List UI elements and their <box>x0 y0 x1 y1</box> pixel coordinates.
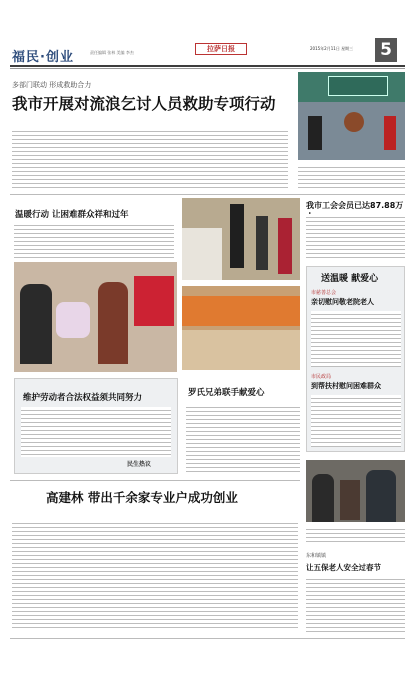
care-item2-label: 市民政局 <box>311 374 332 380</box>
page-number: 5 <box>375 38 397 62</box>
labor-box <box>14 378 178 474</box>
brothers-headline: 罗氏兄弟联手献爱心 <box>188 388 265 398</box>
lead-body-text <box>12 128 288 190</box>
masthead-logo: 拉萨日报 <box>195 43 247 55</box>
header-rule-thin <box>10 68 405 69</box>
care-box-title: 送温暖 献爱心 <box>321 274 379 284</box>
section-title: 福民·创业 <box>12 50 74 65</box>
safety-headline: 让五保老人安全过春节 <box>306 563 381 572</box>
warm-headline: 温暖行动 让困难群众祥和过年 <box>15 210 129 220</box>
ceremony-photo <box>298 72 405 160</box>
care-item1-label: 市慈善总会 <box>311 290 337 296</box>
safety-label: 东和镇镇 <box>306 553 327 559</box>
care-item1-headline: 亲切慰问敬老院老人 <box>311 298 374 306</box>
distribution-photo <box>182 198 300 280</box>
feature-headline: 高建林 带出千余家专业户成功创业 <box>46 490 238 505</box>
care-box <box>306 266 405 452</box>
care-item2-body <box>311 395 401 447</box>
union-body-text <box>306 214 405 260</box>
safety-body-text <box>306 576 405 632</box>
care-item1-body <box>311 311 401 367</box>
brothers-body-text <box>186 404 300 472</box>
header-rule <box>10 65 405 67</box>
photo-caption <box>298 164 405 188</box>
union-headline: 我市工会会员已达87.88万 <box>306 201 404 210</box>
seniors-photo <box>306 460 405 522</box>
care-item2-headline: 到帮扶村慰问困难群众 <box>311 382 381 390</box>
labor-headline: 维护劳动者合法权益须共同努力 <box>23 393 143 403</box>
date-line: 2015年2月11日 星期三 <box>310 46 354 51</box>
warm-body-text <box>14 222 174 258</box>
lead-headline: 我市开展对流浪乞讨人员救助专项行动 <box>12 95 276 113</box>
seniors-caption <box>306 526 405 542</box>
editor-line: 责任编辑 张林 美编 李杰 <box>90 50 134 55</box>
feature-body-text <box>12 520 298 630</box>
column-tag: 民生热议 <box>127 461 152 468</box>
warm-photo <box>14 262 177 372</box>
labor-body-text <box>21 407 171 457</box>
newspaper-page <box>10 10 405 667</box>
lead-kicker: 多部门联动 形成救助合力 <box>12 81 92 89</box>
volunteers-photo <box>182 286 300 370</box>
